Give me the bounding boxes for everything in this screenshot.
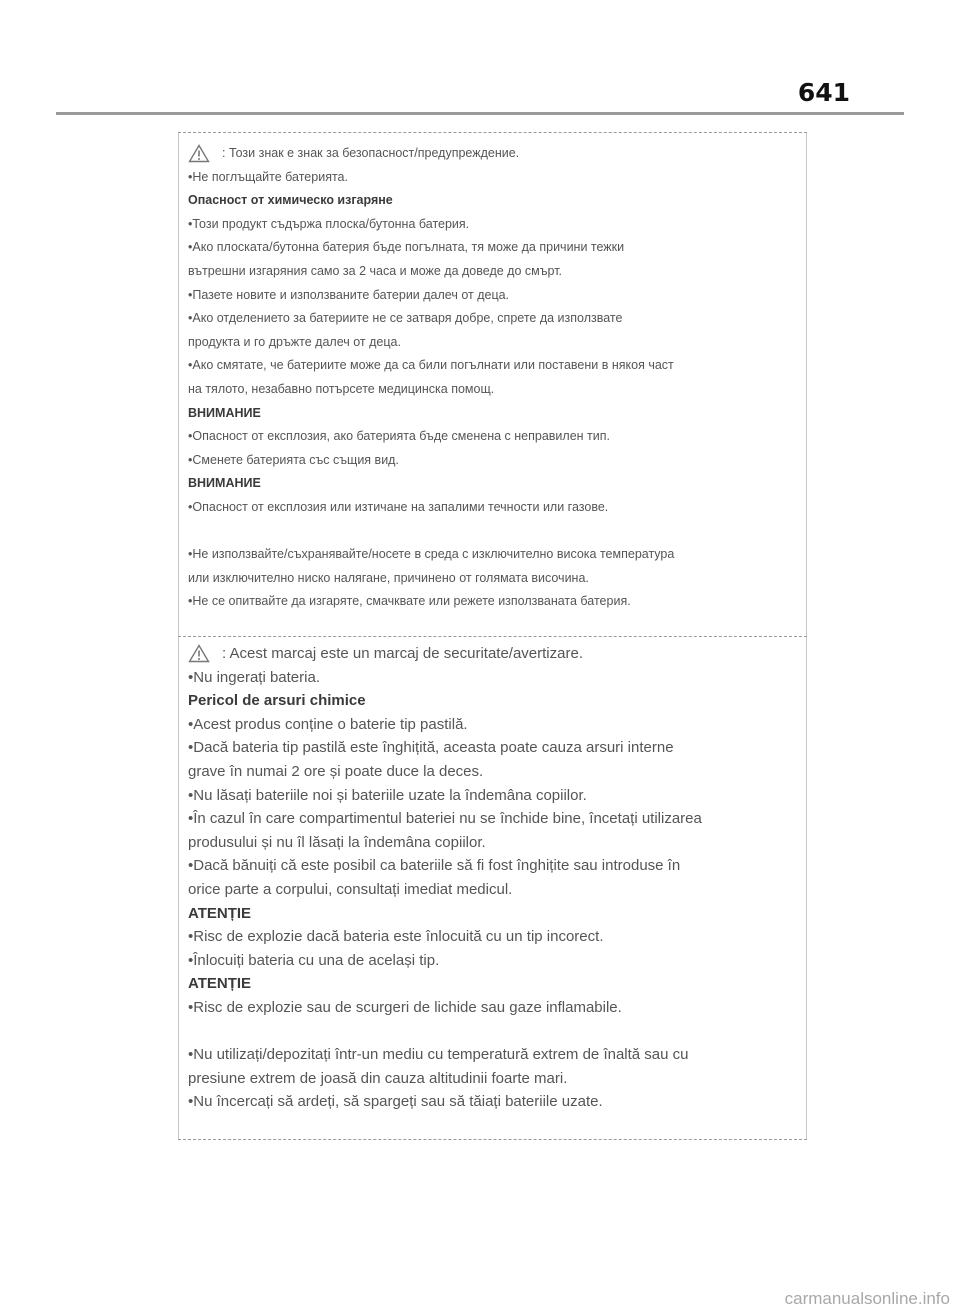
text-line: продукта и го дръжте далеч от деца. bbox=[188, 334, 401, 349]
text-line: •Dacă bănuiți că este posibil ca bateriile să fi fost înghițite sau introduse în bbox=[188, 857, 681, 875]
text-line: •Опасност от експлозия или изтичане на запалими течности или газове. bbox=[188, 499, 609, 514]
text-line: •Пазете новите и използваните батерии далеч от деца. bbox=[188, 287, 510, 302]
romanian-text-lines bbox=[188, 666, 796, 1114]
text-line: orice parte a corpului, consultați imediat medicul. bbox=[188, 880, 513, 898]
text-line: •Dacă bateria tip pastilă este înghițită, aceasta poate cauza arsuri interne bbox=[188, 739, 674, 757]
romanian-section bbox=[188, 642, 796, 1114]
text-line: или изключително ниско налягане, причинено от голямата височина. bbox=[188, 570, 589, 585]
text-line: •Risc de explozie sau de scurgeri de lichide sau gaze inflamabile. bbox=[188, 998, 622, 1016]
text-line: •Ако отделението за батериите не се затваря добре, спрете да използвате bbox=[188, 311, 623, 326]
romanian-symbol-row bbox=[188, 642, 796, 666]
page-number: 641 bbox=[797, 78, 850, 107]
text-line: •Сменете батерията със същия вид. bbox=[188, 452, 399, 467]
section-heading: ВНИМАНИЕ bbox=[188, 476, 261, 491]
text-line: •Ако смятате, че батериите може да са били погълнати или поставени в някоя част bbox=[188, 358, 674, 373]
text-line: •Nu ingerați bateria. bbox=[188, 668, 320, 686]
text-line: •Не поглъщайте батерията. bbox=[188, 169, 348, 184]
text-line: •Risc de explozie dacă bateria este înlocuită cu un tip incorect. bbox=[188, 928, 604, 946]
text-line: grave în numai 2 ore și poate duce la deces. bbox=[188, 762, 484, 780]
section-heading: ATENȚIE bbox=[188, 975, 252, 993]
text-line: produsului și nu îl lăsați la îndemâna copiilor. bbox=[188, 833, 486, 851]
text-line: •Не използвайте/съхранявайте/носете в среда с изключително висока температура bbox=[188, 547, 675, 562]
text-line: •Nu încercați să ardeți, să spargeți sau să tăiați bateriile uzate. bbox=[188, 1093, 603, 1111]
section-heading: ВНИМАНИЕ bbox=[188, 405, 261, 420]
text-line: •Nu utilizați/depozitați într-un mediu cu temperatură extrem de înaltă sau cu bbox=[188, 1046, 689, 1064]
romanian-symbol-text: : Acest marcaj este un marcaj de securitate/avertizare. bbox=[222, 645, 583, 662]
blank-line bbox=[188, 1020, 796, 1044]
text-line: •Опасност от експлозия, ако батерията бъде сменена с неправилен тип. bbox=[188, 429, 610, 444]
text-line: •Acest produs conține o baterie tip pastilă. bbox=[188, 715, 468, 733]
section-divider bbox=[178, 636, 807, 637]
section-heading: Pericol de arsuri chimice bbox=[188, 692, 366, 710]
text-line: •Înlocuiți bateria cu una de același tip. bbox=[188, 951, 440, 969]
footer-site-logo: carmanualsonline.info bbox=[784, 1289, 950, 1308]
box-top-border bbox=[178, 132, 807, 133]
text-line: •Този продукт съдържа плоска/бутонна батерия. bbox=[188, 216, 470, 231]
bulgarian-symbol-row bbox=[188, 142, 796, 166]
text-line: •Nu lăsați bateriile noi și bateriile uzate la îndemâna copiilor. bbox=[188, 786, 587, 804]
header-rule bbox=[56, 112, 904, 115]
section-heading: Опасност от химическо изгаряне bbox=[188, 193, 393, 208]
section-heading: ATENȚIE bbox=[188, 904, 252, 922]
blank-line bbox=[188, 520, 796, 544]
text-line: вътрешни изгаряния само за 2 часа и може да доведе до смърт. bbox=[188, 263, 563, 278]
box-bottom-border bbox=[178, 1139, 807, 1140]
warning-triangle-icon bbox=[188, 144, 210, 163]
text-line: •În cazul în care compartimentul bateriei nu se închide bine, încetați utilizarea bbox=[188, 810, 702, 828]
text-line: •Ако плоската/бутонна батерия бъде погълната, тя може да причини тежки bbox=[188, 240, 625, 255]
text-line: presiune extrem de joasă din cauza altitudinii foarte mari. bbox=[188, 1069, 568, 1087]
text-line: •Не се опитвайте да изгаряте, смачквате или режете използваната батерия. bbox=[188, 594, 631, 609]
bulgarian-text-lines bbox=[188, 166, 796, 614]
warning-triangle-icon bbox=[188, 644, 210, 663]
bulgarian-symbol-text: : Този знак е знак за безопасност/предупреждение. bbox=[222, 146, 520, 160]
bulgarian-section bbox=[188, 142, 796, 614]
text-line: на тялото, незабавно потърсете медицинска помощ. bbox=[188, 381, 495, 396]
